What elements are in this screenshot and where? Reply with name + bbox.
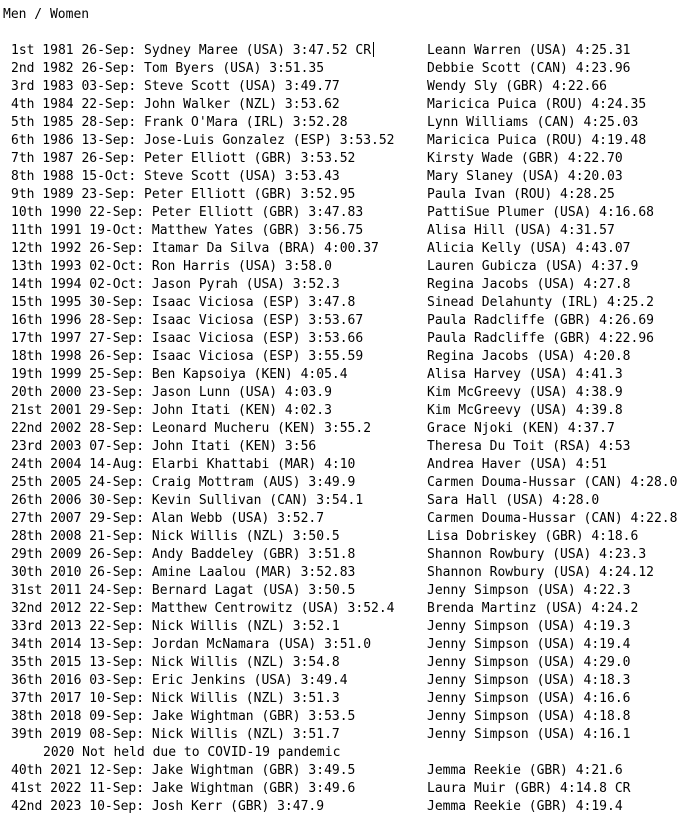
men-result: 31st 2011 24-Sep: Bernard Lagat (USA) 3:50.5 bbox=[11, 583, 356, 598]
result-row bbox=[3, 492, 693, 510]
men-result: 38th 2018 09-Sep: Jake Wightman (GBR) 3:53.5 bbox=[11, 709, 356, 724]
men-result: 39th 2019 08-Sep: Nick Willis (NZL) 3:51.7 bbox=[11, 727, 340, 742]
women-result: Kirsty Wade (GBR) 4:22.70 bbox=[427, 151, 623, 166]
result-row bbox=[3, 222, 693, 240]
men-result: 41st 2022 11-Sep: Jake Wightman (GBR) 3:49.6 bbox=[11, 781, 356, 796]
women-result: Carmen Douma-Hussar (CAN) 4:22.8 bbox=[427, 511, 678, 526]
women-result: Jemma Reekie (GBR) 4:21.6 bbox=[427, 763, 623, 778]
men-result: 29th 2009 26-Sep: Andy Baddeley (GBR) 3:51.8 bbox=[11, 547, 356, 562]
result-row bbox=[3, 618, 693, 636]
women-result: Leann Warren (USA) 4:25.31 bbox=[427, 43, 631, 58]
result-row bbox=[3, 312, 693, 330]
result-row bbox=[3, 474, 693, 492]
result-row bbox=[3, 240, 693, 258]
result-row bbox=[3, 672, 693, 690]
result-row bbox=[3, 690, 693, 708]
men-result: 16th 1996 28-Sep: Isaac Viciosa (ESP) 3:53.67 bbox=[11, 313, 364, 328]
result-row bbox=[3, 528, 693, 546]
men-result: 13th 1993 02-Oct: Ron Harris (USA) 3:58.0 bbox=[11, 259, 332, 274]
women-result: Jenny Simpson (USA) 4:18.8 bbox=[427, 709, 631, 724]
men-result: 32nd 2012 22-Sep: Matthew Centrowitz (USA) 3:52.4 bbox=[11, 601, 395, 616]
women-result: Brenda Martinz (USA) 4:24.2 bbox=[427, 601, 639, 616]
result-row bbox=[3, 60, 693, 78]
women-result: Alisa Hill (USA) 4:31.57 bbox=[427, 223, 615, 238]
women-result: Paula Radcliffe (GBR) 4:22.96 bbox=[427, 331, 654, 346]
result-row bbox=[3, 276, 693, 294]
result-row bbox=[3, 402, 693, 420]
women-result: Paula Radcliffe (GBR) 4:26.69 bbox=[427, 313, 654, 328]
men-result: 40th 2021 12-Sep: Jake Wightman (GBR) 3:49.5 bbox=[11, 763, 356, 778]
men-result: 26th 2006 30-Sep: Kevin Sullivan (CAN) 3:54.1 bbox=[11, 493, 364, 508]
men-result: 6th 1986 13-Sep: Jose-Luis Gonzalez (ESP) 3:53.52 bbox=[11, 133, 395, 148]
women-result: Jenny Simpson (USA) 4:16.6 bbox=[427, 691, 631, 706]
result-row bbox=[3, 546, 693, 564]
women-result: Lisa Dobriskey (GBR) 4:18.6 bbox=[427, 529, 639, 544]
women-result: Kim McGreevy (USA) 4:39.8 bbox=[427, 403, 623, 418]
result-row bbox=[3, 204, 693, 222]
women-result: Jenny Simpson (USA) 4:18.3 bbox=[427, 673, 631, 688]
men-result: 24th 2004 14-Aug: Elarbi Khattabi (MAR) 4:10 bbox=[11, 457, 356, 472]
text-caret bbox=[373, 42, 374, 57]
women-result: Jenny Simpson (USA) 4:16.1 bbox=[427, 727, 631, 742]
men-result: 25th 2005 24-Sep: Craig Mottram (AUS) 3:49.9 bbox=[11, 475, 356, 490]
women-result: Jenny Simpson (USA) 4:19.4 bbox=[427, 637, 631, 652]
result-row bbox=[3, 726, 693, 744]
women-result: Regina Jacobs (USA) 4:20.8 bbox=[427, 349, 631, 364]
result-row bbox=[3, 168, 693, 186]
result-row bbox=[3, 114, 693, 132]
result-row bbox=[3, 708, 693, 726]
women-result: Maricica Puica (ROU) 4:24.35 bbox=[427, 97, 647, 112]
women-result: Mary Slaney (USA) 4:20.03 bbox=[427, 169, 623, 184]
men-result: 1st 1981 26-Sep: Sydney Maree (USA) 3:47.52 CR bbox=[11, 42, 374, 60]
result-row bbox=[3, 258, 693, 276]
men-result: 28th 2008 21-Sep: Nick Willis (NZL) 3:50.5 bbox=[11, 529, 340, 544]
women-result: Lauren Gubicza (USA) 4:37.9 bbox=[427, 259, 639, 274]
men-result: 12th 1992 26-Sep: Itamar Da Silva (BRA) 4:00.37 bbox=[11, 241, 379, 256]
men-result: 19th 1999 25-Sep: Ben Kapsoiya (KEN) 4:05.4 bbox=[11, 367, 348, 382]
men-result: 17th 1997 27-Sep: Isaac Viciosa (ESP) 3:53.66 bbox=[11, 331, 364, 346]
women-result: Regina Jacobs (USA) 4:27.8 bbox=[427, 277, 631, 292]
column-header: Men / Women bbox=[3, 7, 90, 22]
men-result: 7th 1987 26-Sep: Peter Elliott (GBR) 3:53.52 bbox=[11, 151, 356, 166]
men-result: 20th 2000 23-Sep: Jason Lunn (USA) 4:03.9 bbox=[11, 385, 332, 400]
men-result: 5th 1985 28-Sep: Frank O'Mara (IRL) 3:52.28 bbox=[11, 115, 348, 130]
men-result: 10th 1990 22-Sep: Peter Elliott (GBR) 3:47.83 bbox=[11, 205, 364, 220]
women-result: Alisa Harvey (USA) 4:41.3 bbox=[427, 367, 623, 382]
result-row bbox=[3, 132, 693, 150]
result-row bbox=[3, 456, 693, 474]
result-row bbox=[3, 654, 693, 672]
men-result: 35th 2015 13-Sep: Nick Willis (NZL) 3:54.8 bbox=[11, 655, 340, 670]
women-result: Jemma Reekie (GBR) 4:19.4 bbox=[427, 799, 623, 814]
men-result: 22nd 2002 28-Sep: Leonard Mucheru (KEN) 3:55.2 bbox=[11, 421, 372, 436]
men-result: 33rd 2013 22-Sep: Nick Willis (NZL) 3:52.1 bbox=[11, 619, 340, 634]
cancellation-note: 2020 Not held due to COVID-19 pandemic bbox=[43, 745, 341, 760]
women-result: Lynn Williams (CAN) 4:25.03 bbox=[427, 115, 639, 130]
men-result: 15th 1995 30-Sep: Isaac Viciosa (ESP) 3:47.8 bbox=[11, 295, 356, 310]
women-result: Alicia Kelly (USA) 4:43.07 bbox=[427, 241, 631, 256]
women-result: Jenny Simpson (USA) 4:29.0 bbox=[427, 655, 631, 670]
result-row bbox=[3, 636, 693, 654]
women-result: Laura Muir (GBR) 4:14.8 CR bbox=[427, 781, 631, 796]
result-row bbox=[3, 600, 693, 618]
men-result: 23rd 2003 07-Sep: John Itati (KEN) 3:56 bbox=[11, 439, 317, 454]
women-result: Shannon Rowbury (USA) 4:24.12 bbox=[427, 565, 654, 580]
result-row bbox=[3, 348, 693, 366]
men-result: 9th 1989 23-Sep: Peter Elliott (GBR) 3:52.95 bbox=[11, 187, 356, 202]
result-row bbox=[3, 96, 693, 114]
women-result: Carmen Douma-Hussar (CAN) 4:28.0 bbox=[427, 475, 678, 490]
women-result: Kim McGreevy (USA) 4:38.9 bbox=[427, 385, 623, 400]
women-result: Wendy Sly (GBR) 4:22.66 bbox=[427, 79, 608, 94]
women-result: Theresa Du Toit (RSA) 4:53 bbox=[427, 439, 631, 454]
result-row bbox=[3, 42, 693, 60]
women-result: Jenny Simpson (USA) 4:22.3 bbox=[427, 583, 631, 598]
men-result: 11th 1991 19-Oct: Matthew Yates (GBR) 3:56.75 bbox=[11, 223, 364, 238]
women-result: Sara Hall (USA) 4:28.0 bbox=[427, 493, 600, 508]
men-result: 4th 1984 22-Sep: John Walker (NZL) 3:53.62 bbox=[11, 97, 340, 112]
text-document[interactable] bbox=[3, 0, 693, 816]
result-row bbox=[3, 798, 693, 816]
women-result: Debbie Scott (CAN) 4:23.96 bbox=[427, 61, 631, 76]
result-row bbox=[3, 186, 693, 204]
result-row bbox=[3, 582, 693, 600]
blank-line bbox=[3, 24, 693, 42]
result-row bbox=[3, 762, 693, 780]
men-result: 21st 2001 29-Sep: John Itati (KEN) 4:02.3 bbox=[11, 403, 332, 418]
men-result: 18th 1998 26-Sep: Isaac Viciosa (ESP) 3:55.59 bbox=[11, 349, 364, 364]
result-row bbox=[3, 330, 693, 348]
women-result: Sinead Delahunty (IRL) 4:25.2 bbox=[427, 295, 654, 310]
men-result: 3rd 1983 03-Sep: Steve Scott (USA) 3:49.77 bbox=[11, 79, 340, 94]
women-result: Paula Ivan (ROU) 4:28.25 bbox=[427, 187, 615, 202]
men-result: 37th 2017 10-Sep: Nick Willis (NZL) 3:51.3 bbox=[11, 691, 340, 706]
women-result: PattiSue Plumer (USA) 4:16.68 bbox=[427, 205, 654, 220]
result-row bbox=[3, 420, 693, 438]
women-result: Andrea Haver (USA) 4:51 bbox=[427, 457, 608, 472]
men-result: 36th 2016 03-Sep: Eric Jenkins (USA) 3:49.4 bbox=[11, 673, 348, 688]
men-result: 8th 1988 15-Oct: Steve Scott (USA) 3:53.43 bbox=[11, 169, 340, 184]
result-row bbox=[3, 78, 693, 96]
men-result: 2nd 1982 26-Sep: Tom Byers (USA) 3:51.35 bbox=[11, 61, 325, 76]
results-list bbox=[3, 42, 693, 816]
women-result: Maricica Puica (ROU) 4:19.48 bbox=[427, 133, 647, 148]
result-row bbox=[3, 564, 693, 582]
women-result: Jenny Simpson (USA) 4:19.3 bbox=[427, 619, 631, 634]
men-result: 30th 2010 26-Sep: Amine Laalou (MAR) 3:52.83 bbox=[11, 565, 356, 580]
result-row bbox=[3, 780, 693, 798]
men-result: 42nd 2023 10-Sep: Josh Kerr (GBR) 3:47.9 bbox=[11, 799, 325, 814]
men-result: 27th 2007 29-Sep: Alan Webb (USA) 3:52.7 bbox=[11, 511, 325, 526]
result-row bbox=[3, 366, 693, 384]
result-row bbox=[3, 384, 693, 402]
result-row bbox=[3, 438, 693, 456]
result-row bbox=[3, 150, 693, 168]
women-result: Shannon Rowbury (USA) 4:23.3 bbox=[427, 547, 647, 562]
men-result: 34th 2014 13-Sep: Jordan McNamara (USA) 3:51.0 bbox=[11, 637, 372, 652]
result-row bbox=[3, 294, 693, 312]
result-row bbox=[3, 510, 693, 528]
men-result: 14th 1994 02-Oct: Jason Pyrah (USA) 3:52.3 bbox=[11, 277, 340, 292]
note-row bbox=[3, 744, 693, 762]
women-result: Grace Njoki (KEN) 4:37.7 bbox=[427, 421, 615, 436]
